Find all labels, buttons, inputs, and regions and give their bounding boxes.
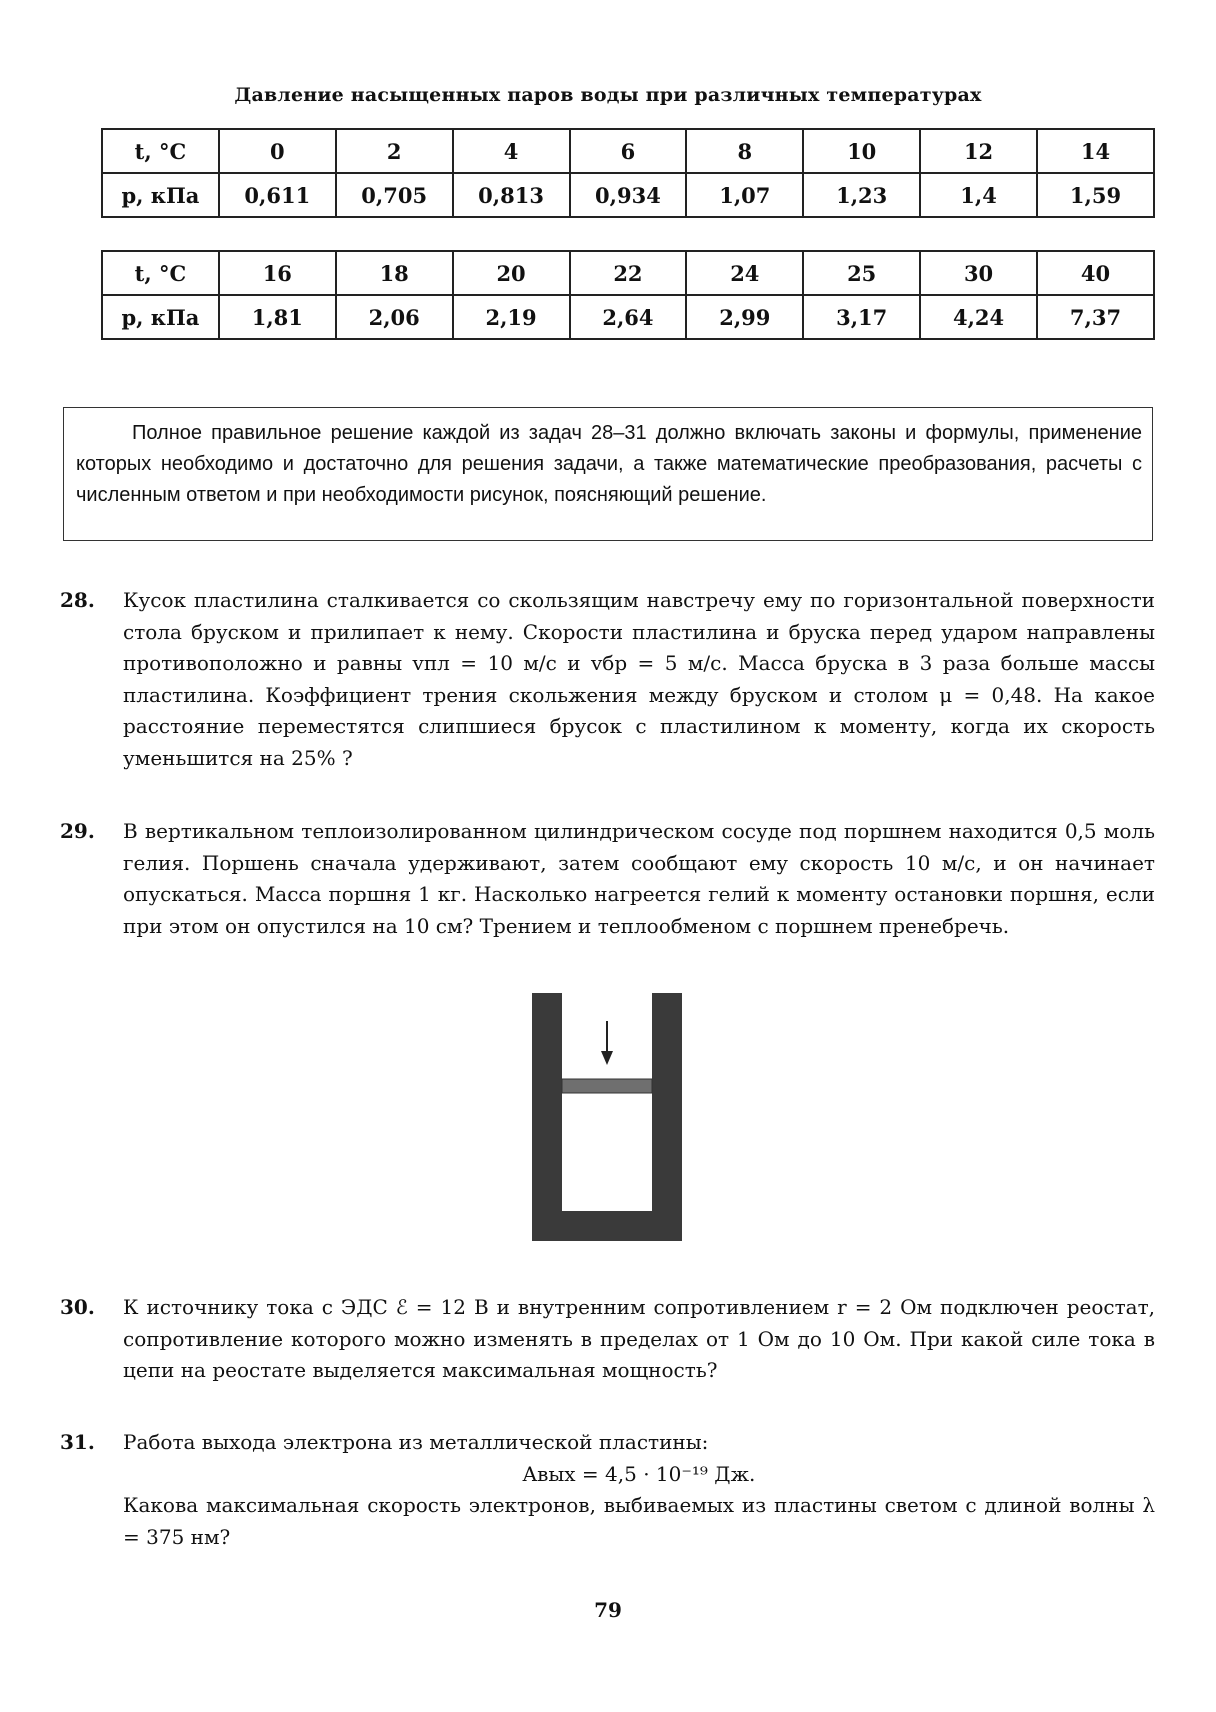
temperature-row [102,129,1154,173]
p-cell: 1,59 [1037,173,1154,217]
t-cell: 22 [570,251,687,295]
t-cell: 4 [453,129,570,173]
p-cell: 0,705 [336,173,453,217]
t-cell: 18 [336,251,453,295]
p-cell: 2,99 [686,295,803,339]
p-cell: 2,06 [336,295,453,339]
p-cell: 1,4 [920,173,1037,217]
t-cell: 25 [803,251,920,295]
piston [562,1079,652,1093]
p-cell: 0,934 [570,173,687,217]
task-text: В вертикальном теплоизолированном цилиндрическом сосуде под поршнем находится 0,5 моль гелия. Поршень сначала удерживают, затем сообщают ему скорость 10 м/с, и он начинает опускаться. Масса поршня 1 кг. Насколько нагреется гелий к моменту остановки поршня, если при этом он опустился на 10 см? Трением и теплообменом с поршнем пренебречь. [123,819,1155,938]
task-28 [60,585,1155,774]
t-cell: 30 [920,251,1037,295]
task-number: 28. [60,588,95,612]
cylinder-left-wall [532,993,562,1241]
piston-cylinder-diagram [532,993,682,1241]
p-cell: 3,17 [803,295,920,339]
vapor-pressure-table-1 [101,128,1155,218]
task-number: 30. [60,1295,95,1319]
task-text: К источнику тока с ЭДС ℰ = 12 В и внутренним сопротивлением r = 2 Ом подключен реостат, сопротивление которого можно изменять в пределах от 1 Ом до 10 Ом. При какой силе тока в цепи на реостате выделяется максимальная мощность? [123,1295,1155,1382]
t-cell: 20 [453,251,570,295]
t-cell: 2 [336,129,453,173]
task-29 [60,816,1155,942]
temperature-row [102,251,1154,295]
t-cell: 40 [1037,251,1154,295]
page-number: 79 [594,1598,622,1622]
t-cell: 14 [1037,129,1154,173]
p-cell: 1,81 [219,295,336,339]
cylinder-bottom [532,1211,682,1241]
cylinder-right-wall [652,993,682,1241]
t-cell: 16 [219,251,336,295]
task-number: 29. [60,819,95,843]
p-header: p, кПа [102,295,219,339]
t-cell: 6 [570,129,687,173]
p-cell: 0,611 [219,173,336,217]
pressure-row [102,173,1154,217]
t-cell: 0 [219,129,336,173]
task-text: Работа выхода электрона из металлической пластины: [123,1430,709,1454]
p-cell: 1,23 [803,173,920,217]
t-cell: 24 [686,251,803,295]
instructions-box [63,407,1153,541]
p-cell: 0,813 [453,173,570,217]
table-title: Давление насыщенных паров воды при различных температурах [234,84,982,106]
t-header: t, °C [102,251,219,295]
vapor-pressure-table-2 [101,250,1155,340]
t-cell: 10 [803,129,920,173]
p-header: p, кПа [102,173,219,217]
p-cell: 2,19 [453,295,570,339]
pressure-row [102,295,1154,339]
task-31 [60,1427,1155,1553]
p-cell: 7,37 [1037,295,1154,339]
velocity-arrow-head [601,1051,613,1065]
t-cell: 8 [686,129,803,173]
p-cell: 4,24 [920,295,1037,339]
t-cell: 12 [920,129,1037,173]
task-text-continued: Какова максимальная скорость электронов, выбиваемых из пластины светом с длиной волны λ = 375 нм? [123,1493,1155,1549]
p-cell: 1,07 [686,173,803,217]
task-30 [60,1292,1155,1387]
p-cell: 2,64 [570,295,687,339]
t-header: t, °C [102,129,219,173]
instructions-text: Полное правильное решение каждой из задач 28–31 должно включать законы и формулы, применение которых необходимо и достаточно для решения задачи, а также математические преобразования, расчеты с численным ответом и при необходимости рисунок, поясняющий решение. [76,422,1142,506]
work-function-formula: Aвых = 4,5 · 10⁻¹⁹ Дж. [522,1461,756,1486]
task-text: Кусок пластилина сталкивается со скользящим навстречу ему по горизонтальной поверхности стола бруском и прилипает к нему. Скорости пластилина и бруска перед ударом направлены противоположно и равны vпл = 10 м/с и vбр = 5 м/с. Масса бруска в 3 раза больше массы пластилина. Коэффициент трения скольжения между бруском и столом μ = 0,48. На какое расстояние переместятся слипшиеся брусок с пластилином к моменту, когда их скорость уменьшится на 25% ? [123,588,1155,770]
task-number: 31. [60,1430,95,1454]
